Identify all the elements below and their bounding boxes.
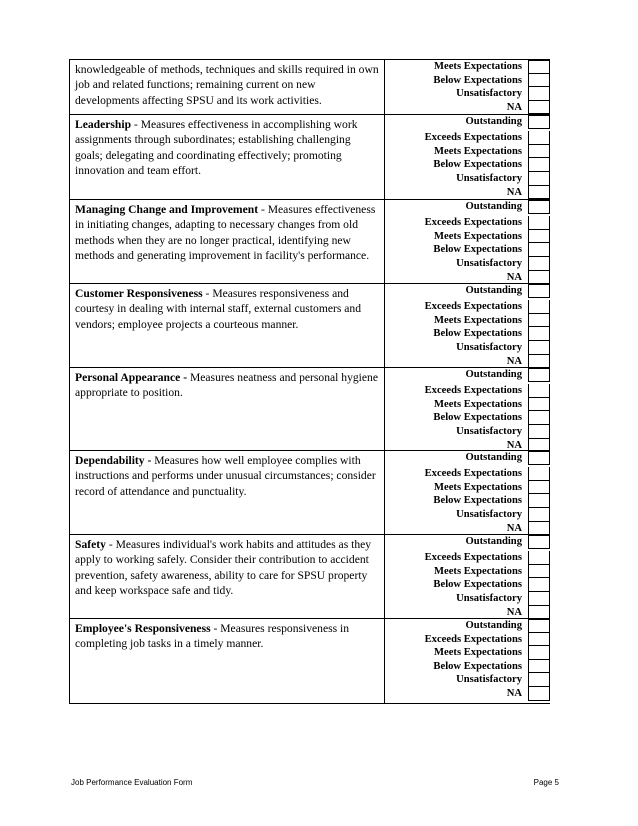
rating-options (384, 535, 550, 618)
rating-label: Below Expectations (433, 412, 522, 424)
rating-checkbox[interactable] (528, 60, 550, 74)
rating-checkbox[interactable] (528, 384, 550, 398)
rating-checkbox[interactable] (528, 646, 550, 660)
rating-label: Exceeds Expectations (424, 132, 522, 144)
rating-option (385, 384, 550, 398)
rating-label: Exceeds Expectations (424, 468, 522, 480)
rating-label: Meets Expectations (434, 61, 522, 72)
rating-label: Exceeds Expectations (424, 301, 522, 313)
rating-option (385, 451, 550, 465)
section-title: Employee's Responsiveness (75, 622, 211, 635)
rating-option (385, 467, 550, 481)
rating-option (385, 300, 550, 314)
rating-checkbox[interactable] (528, 200, 550, 214)
rating-label: Below Expectations (433, 579, 522, 591)
rating-option (385, 425, 550, 439)
rating-checkbox[interactable] (528, 101, 550, 115)
rating-option (385, 145, 550, 159)
footer-form-title: Job Performance Evaluation Form (71, 778, 193, 787)
rating-label: Outstanding (465, 452, 522, 463)
rating-label: Outstanding (465, 116, 522, 127)
rating-label: NA (506, 439, 522, 451)
rating-option (385, 243, 550, 257)
evaluation-section (69, 284, 550, 368)
rating-checkbox[interactable] (528, 158, 550, 172)
rating-checkbox[interactable] (528, 172, 550, 186)
rating-options (384, 451, 550, 534)
rating-option (385, 535, 550, 549)
rating-checkbox[interactable] (528, 145, 550, 159)
rating-checkbox[interactable] (528, 660, 550, 674)
rating-label: Meets Expectations (434, 398, 522, 410)
rating-option (385, 257, 550, 271)
rating-checkbox[interactable] (528, 551, 550, 565)
rating-option (385, 131, 550, 145)
rating-label: Outstanding (465, 285, 522, 296)
rating-checkbox[interactable] (528, 186, 550, 200)
section-title: Managing Change and Improvement (75, 203, 259, 216)
rating-checkbox[interactable] (528, 411, 550, 425)
rating-checkbox[interactable] (528, 494, 550, 508)
rating-options (384, 60, 550, 114)
rating-label: Below Expectations (433, 495, 522, 507)
rating-options (384, 619, 550, 703)
evaluation-section (69, 200, 550, 284)
rating-label: Exceeds Expectations (424, 633, 522, 645)
rating-label: Meets Expectations (434, 230, 522, 242)
rating-label: Exceeds Expectations (424, 217, 522, 229)
page-footer (71, 778, 559, 787)
section-description (69, 451, 384, 534)
rating-label: NA (506, 101, 522, 113)
rating-label: NA (506, 606, 522, 618)
section-title: Personal Appearance - (75, 371, 188, 384)
section-title: Customer Responsiveness (75, 287, 203, 300)
rating-checkbox[interactable] (528, 230, 550, 244)
rating-option (385, 522, 550, 536)
section-description-text: - Measures effectiveness in accomplishing work assignments through subordinates; establishing challenging goals; delegating and coordinating effectively; promoting innovation and team effort. (75, 118, 358, 178)
section-title: Safety (75, 538, 106, 551)
rating-option (385, 74, 550, 88)
section-description (69, 284, 384, 367)
rating-checkbox[interactable] (528, 257, 550, 271)
rating-checkbox[interactable] (528, 216, 550, 230)
rating-option (385, 87, 550, 101)
rating-label: Meets Expectations (434, 647, 522, 659)
rating-checkbox[interactable] (528, 467, 550, 481)
rating-checkbox[interactable] (528, 355, 550, 369)
rating-option (385, 673, 550, 687)
rating-option (385, 314, 550, 328)
rating-label: Meets Expectations (434, 314, 522, 326)
rating-label: Outstanding (465, 620, 522, 631)
section-title: Leadership (75, 118, 132, 131)
rating-label: Unsatisfactory (456, 674, 522, 686)
rating-options (384, 115, 550, 199)
rating-option (385, 355, 550, 369)
section-description-text: - Measures effectiveness in initiating changes, adapting to necessary changes from old methods when they are no longer practical, identifying new methods and generating improvement in facility's performance. (75, 203, 376, 263)
rating-option (385, 115, 550, 129)
rating-option (385, 411, 550, 425)
evaluation-section (69, 535, 550, 619)
rating-label: Unsatisfactory (456, 88, 522, 100)
rating-checkbox[interactable] (528, 606, 550, 620)
section-description (69, 535, 384, 618)
rating-option (385, 327, 550, 341)
rating-option (385, 60, 550, 74)
rating-checkbox[interactable] (528, 425, 550, 439)
rating-label: Exceeds Expectations (424, 552, 522, 564)
rating-option (385, 200, 550, 214)
section-description-text: - Measures responsiveness and courtesy in dealing with internal staff, external customers and vendors; employee projects a courteous manner. (75, 287, 361, 331)
rating-option (385, 481, 550, 495)
evaluation-section (69, 451, 550, 535)
section-description-text: - Measures individual's work habits and attitudes as they apply to working safely. Consider their contribution to accident prevention, safety awareness, ability to care for SPSU property and keep workspace safe and tidy. (75, 538, 372, 598)
rating-checkbox[interactable] (528, 131, 550, 145)
rating-checkbox[interactable] (528, 87, 550, 101)
rating-checkbox[interactable] (528, 633, 550, 647)
rating-checkbox[interactable] (528, 398, 550, 412)
rating-option (385, 633, 550, 647)
rating-options (384, 200, 550, 283)
rating-label: Below Expectations (433, 328, 522, 340)
rating-option (385, 606, 550, 620)
rating-option (385, 660, 550, 674)
rating-label: Below Expectations (433, 660, 522, 672)
rating-checkbox[interactable] (528, 578, 550, 592)
rating-checkbox[interactable] (528, 368, 550, 382)
rating-option (385, 646, 550, 660)
rating-label: Unsatisfactory (456, 342, 522, 354)
rating-option (385, 216, 550, 230)
rating-checkbox[interactable] (528, 687, 550, 701)
rating-label: Outstanding (465, 201, 522, 212)
rating-label: Unsatisfactory (456, 593, 522, 605)
evaluation-section (69, 368, 550, 451)
rating-label: Outstanding (465, 369, 522, 380)
rating-label: Meets Expectations (434, 565, 522, 577)
rating-label: Exceeds Expectations (424, 385, 522, 397)
section-description (69, 115, 384, 199)
rating-checkbox[interactable] (528, 243, 550, 257)
evaluation-section (69, 59, 550, 115)
rating-checkbox[interactable] (528, 565, 550, 579)
evaluation-section (69, 619, 550, 704)
rating-checkbox[interactable] (528, 327, 550, 341)
rating-option (385, 494, 550, 508)
rating-option (385, 158, 550, 172)
rating-label: Unsatisfactory (456, 258, 522, 270)
rating-checkbox[interactable] (528, 592, 550, 606)
rating-option (385, 508, 550, 522)
rating-option (385, 172, 550, 186)
section-description-text: Measures how well employee complies with instructions and performs under unusual circumstances; consider record of attendance and punctuality. (75, 454, 376, 498)
rating-option (385, 271, 550, 285)
rating-checkbox[interactable] (528, 271, 550, 285)
evaluation-table (69, 59, 550, 704)
section-description (69, 368, 384, 450)
rating-options (384, 368, 550, 450)
rating-option (385, 368, 550, 382)
rating-label: NA (506, 522, 522, 534)
rating-checkbox[interactable] (528, 535, 550, 549)
rating-label: NA (506, 186, 522, 198)
rating-option (385, 398, 550, 412)
section-description-text: knowledgeable of methods, techniques and skills required in own job and related functions; remaining current on new developments affecting SPSU and its work activities. (75, 63, 379, 107)
rating-option (385, 687, 550, 701)
rating-option (385, 341, 550, 355)
rating-checkbox[interactable] (528, 451, 550, 465)
rating-checkbox[interactable] (528, 115, 550, 129)
rating-label: Unsatisfactory (456, 426, 522, 438)
rating-option (385, 578, 550, 592)
rating-option (385, 230, 550, 244)
rating-label: Below Expectations (433, 244, 522, 256)
section-description-text: - Measures responsiveness in completing job tasks in a timely manner. (75, 622, 350, 651)
section-description (69, 619, 384, 703)
rating-checkbox[interactable] (528, 284, 550, 298)
rating-checkbox[interactable] (528, 300, 550, 314)
rating-option (385, 101, 550, 115)
section-title: Dependability - (75, 454, 152, 467)
rating-label: NA (506, 687, 522, 699)
rating-label: Below Expectations (433, 74, 522, 86)
rating-label: Meets Expectations (434, 145, 522, 157)
section-description (69, 200, 384, 283)
rating-option (385, 284, 550, 298)
rating-option (385, 565, 550, 579)
rating-option (385, 592, 550, 606)
rating-label: NA (506, 271, 522, 283)
rating-label: Below Expectations (433, 159, 522, 171)
evaluation-section (69, 115, 550, 200)
rating-option (385, 551, 550, 565)
section-description (69, 60, 384, 114)
rating-label: Unsatisfactory (456, 173, 522, 185)
rating-option (385, 186, 550, 200)
rating-label: NA (506, 355, 522, 367)
rating-checkbox[interactable] (528, 74, 550, 88)
section-description-text: Measures neatness and personal hygiene appropriate to position. (75, 371, 378, 400)
footer-page-number: Page 5 (533, 778, 559, 787)
rating-checkbox[interactable] (528, 481, 550, 495)
rating-options (384, 284, 550, 367)
rating-checkbox[interactable] (528, 619, 550, 633)
rating-option (385, 619, 550, 633)
rating-checkbox[interactable] (528, 314, 550, 328)
rating-label: Meets Expectations (434, 481, 522, 493)
rating-checkbox[interactable] (528, 341, 550, 355)
rating-checkbox[interactable] (528, 508, 550, 522)
rating-checkbox[interactable] (528, 673, 550, 687)
rating-label: Unsatisfactory (456, 509, 522, 521)
rating-checkbox[interactable] (528, 522, 550, 536)
rating-label: Outstanding (465, 536, 522, 547)
